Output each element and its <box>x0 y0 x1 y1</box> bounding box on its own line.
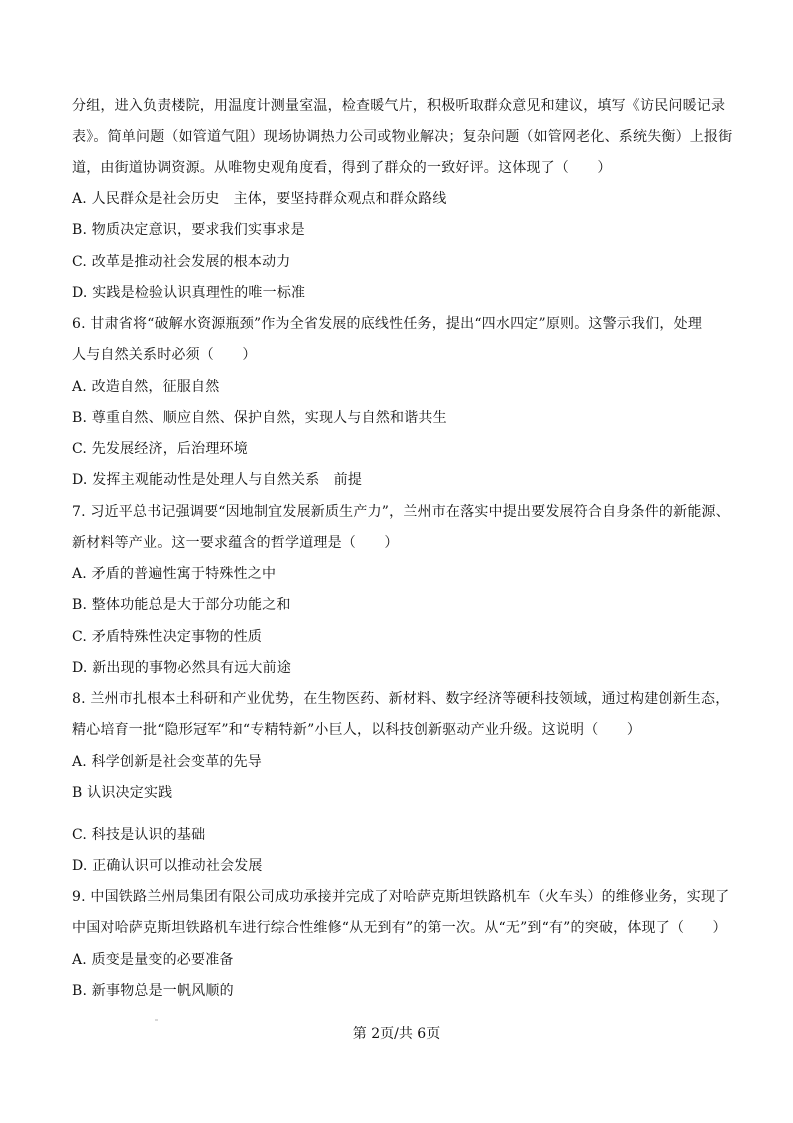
q6-stem-line-1: 6. 甘肃省将“破解水资源瓶颈”作为全省发展的底线性任务，提出“四水四定”原则。这警示我们，处理 <box>72 316 703 332</box>
q5-option-b: B. 物质决定意识，要求我们实事求是 <box>72 222 305 238</box>
q7-option-d: D. 新出现的事物必然具有远大前途 <box>72 660 292 676</box>
q5-text-line-2: 表》。简单问题（如管道气阻）现场协调热力公司或物业解决；复杂问题（如管网老化、系统失衡）上报街 <box>72 129 733 145</box>
q8-option-d: D. 正确认识可以推动社会发展 <box>72 858 263 874</box>
q9-stem-line-1: 9. 中国铁路兰州局集团有限公司成功承接并完成了对哈萨克斯坦铁路机车（火车头）的维修业务，实现了 <box>72 889 730 905</box>
q7-option-a: A. 矛盾的普遍性寓于特殊性之中 <box>72 566 277 582</box>
q8-stem-line-1: 8. 兰州市扎根本土科研和产业优势，在生物医药、新材料、数字经济等硬科技领域，通过构建创新生态， <box>72 691 730 707</box>
q7-option-c: C. 矛盾特殊性决定事物的性质 <box>72 629 263 645</box>
q5-option-c: C. 改革是推动社会发展的根本动力 <box>72 254 291 270</box>
q9-option-b: B. 新事物总是一帆风顺的 <box>72 983 234 999</box>
q9-stem-line-2: 中国对哈萨克斯坦铁路机车进行综合性维修“从无到有”的第一次。从“无”到“有”的突破，体现了（ ） <box>72 920 727 936</box>
page-number-footer: 第 2页/共 6页 <box>352 1026 441 1042</box>
q8-stem-line-2: 精心培育一批“隐形冠军”和“专精特新”小巨人，以科技创新驱动产业升级。这说明（ ） <box>72 722 642 738</box>
q5-option-d: D. 实践是检验认识真理性的唯一标准 <box>72 285 306 301</box>
q6-option-b: B. 尊重自然、顺应自然、保护自然，实现人与自然和谐共生 <box>72 410 447 426</box>
q7-stem-line-2: 新材料等产业。这一要求蕴含的哲学道理是（ ） <box>72 535 399 551</box>
q5-text-line-3: 道，由街道协调资源。从唯物史观角度看，得到了群众的一致好评。这体现了（ ） <box>72 160 612 176</box>
q9-option-a: A. 质变是量变的必要准备 <box>72 952 234 968</box>
q8-option-c: C. 科技是认识的基础 <box>72 827 206 843</box>
q6-stem-line-2: 人与自然关系时必须（ ） <box>72 347 257 363</box>
q5-option-a: A. 人民群众是社会历史 主体，要坚持群众观点和群众路线 <box>72 191 447 207</box>
q6-option-a: A. 改造自然，征服自然 <box>72 379 220 395</box>
q7-option-b: B. 整体功能总是大于部分功能之和 <box>72 597 291 613</box>
q5-text-line-1: 分组，进入负责楼院，用温度计测量室温，检查暖气片，积极听取群众意见和建议，填写《访民问暖记录 <box>72 98 726 114</box>
scan-speck <box>155 1019 158 1021</box>
q6-option-d: D. 发挥主观能动性是处理人与自然关系 前提 <box>72 472 363 488</box>
q8-option-a: A. 科学创新是社会变革的先导 <box>72 754 263 770</box>
q6-option-c: C. 先发展经济，后治理环境 <box>72 441 248 457</box>
q7-stem-line-1: 7. 习近平总书记强调要“因地制宜发展新质生产力”，兰州市在落实中提出要发展符合自身条件的新能源、 <box>72 504 730 520</box>
q8-option-b: B 认识决定实践 <box>72 785 173 801</box>
